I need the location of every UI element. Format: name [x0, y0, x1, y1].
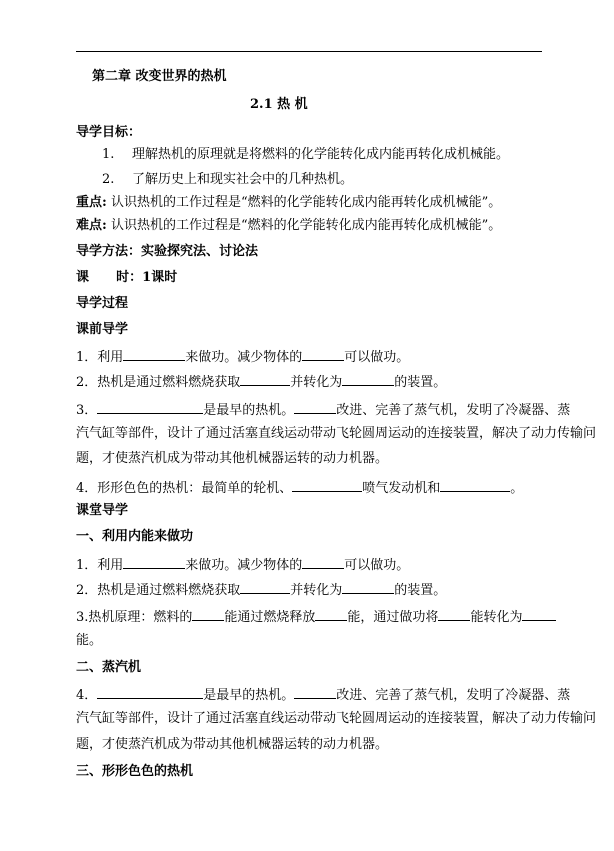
part-3-heading: 三、形形色色的热机 — [76, 764, 194, 779]
section-title: 2.1 热 机 — [250, 97, 308, 112]
in-question-1: 1．利用 来做功。减少物体的 可以做功。 — [76, 558, 410, 573]
fill-blank — [240, 581, 290, 594]
fill-blank — [240, 373, 290, 386]
fill-blank — [438, 608, 470, 621]
class-hours: 课 时：1课时 — [76, 270, 178, 285]
fill-blank — [292, 479, 362, 492]
pre-question-3: 3． 是最早的热机。 改进、完善了蒸气机，发明了冷凝器、蒸 — [76, 403, 571, 418]
pre-question-4: 4．形形色色的热机：最简单的轮机、 喷气发动机和 。 — [76, 481, 524, 496]
in-question-4-line-2: 汽气缸等部件，设计了通过活塞直线运动带动飞轮圆周运动的连接装置，解决了动力传输问 — [76, 711, 597, 726]
objective-item: 1. 理解热机的原理就是将燃料的化学能转化成内能再转化成机械能。 — [102, 147, 510, 162]
part-1-heading: 一、利用内能来做功 — [76, 529, 194, 544]
fill-blank — [97, 401, 203, 414]
objective-item: 2. 了解历史上和现实社会中的几种热机。 — [102, 172, 354, 187]
pre-class-heading: 课前导学 — [76, 322, 129, 337]
in-question-4: 4． 是最早的热机。 改进、完善了蒸气机，发明了冷凝器、蒸 — [76, 688, 571, 703]
difficulty-point: 难点: 认识热机的工作过程是“燃料的化学能转化成内能再转化成机械能”。 — [76, 218, 502, 233]
fill-blank — [294, 686, 336, 699]
pre-question-3-line-3: 题，才使蒸汽机成为带动其他机械器运转的动力机器。 — [76, 451, 389, 466]
fill-blank — [294, 401, 336, 414]
chapter-title: 第二章 改变世界的热机 — [92, 69, 227, 84]
pre-question-1: 1．利用 来做功。减少物体的 可以做功。 — [76, 350, 410, 365]
in-question-3: 3.热机原理：燃料的 能通过燃烧释放 能，通过做功将 能转化为 — [76, 608, 546, 626]
fill-blank — [123, 348, 185, 361]
fill-blank — [315, 608, 347, 621]
pre-question-2: 2．热机是通过燃料燃烧获取 并转化为 的装置。 — [76, 375, 447, 390]
key-point: 重点: 认识热机的工作过程是“燃料的化学能转化成内能再转化成机械能”。 — [76, 195, 502, 210]
fill-blank — [302, 348, 344, 361]
part-2-heading: 二、蒸汽机 — [76, 660, 142, 675]
in-question-3-line-2: 能。 — [76, 633, 103, 648]
fill-blank — [342, 373, 394, 386]
fill-blank — [302, 556, 344, 569]
fill-blank — [522, 608, 556, 621]
in-class-heading: 课堂导学 — [76, 503, 129, 518]
header-rule — [76, 51, 542, 52]
fill-blank — [440, 479, 510, 492]
process-heading: 导学过程 — [76, 296, 129, 311]
fill-blank — [342, 581, 394, 594]
teaching-method: 导学方法：实验探究法、讨论法 — [76, 244, 259, 259]
pre-question-3-line-2: 汽气缸等部件，设计了通过活塞直线运动带动飞轮圆周运动的连接装置，解决了动力传输问 — [76, 426, 597, 441]
in-question-4-line-3: 题，才使蒸汽机成为带动其他机械器运转的动力机器。 — [76, 737, 389, 752]
fill-blank — [123, 556, 185, 569]
in-question-2: 2．热机是通过燃料燃烧获取 并转化为 的装置。 — [76, 583, 447, 598]
fill-blank — [192, 608, 224, 621]
fill-blank — [97, 686, 203, 699]
objectives-heading: 导学目标： — [76, 125, 142, 140]
